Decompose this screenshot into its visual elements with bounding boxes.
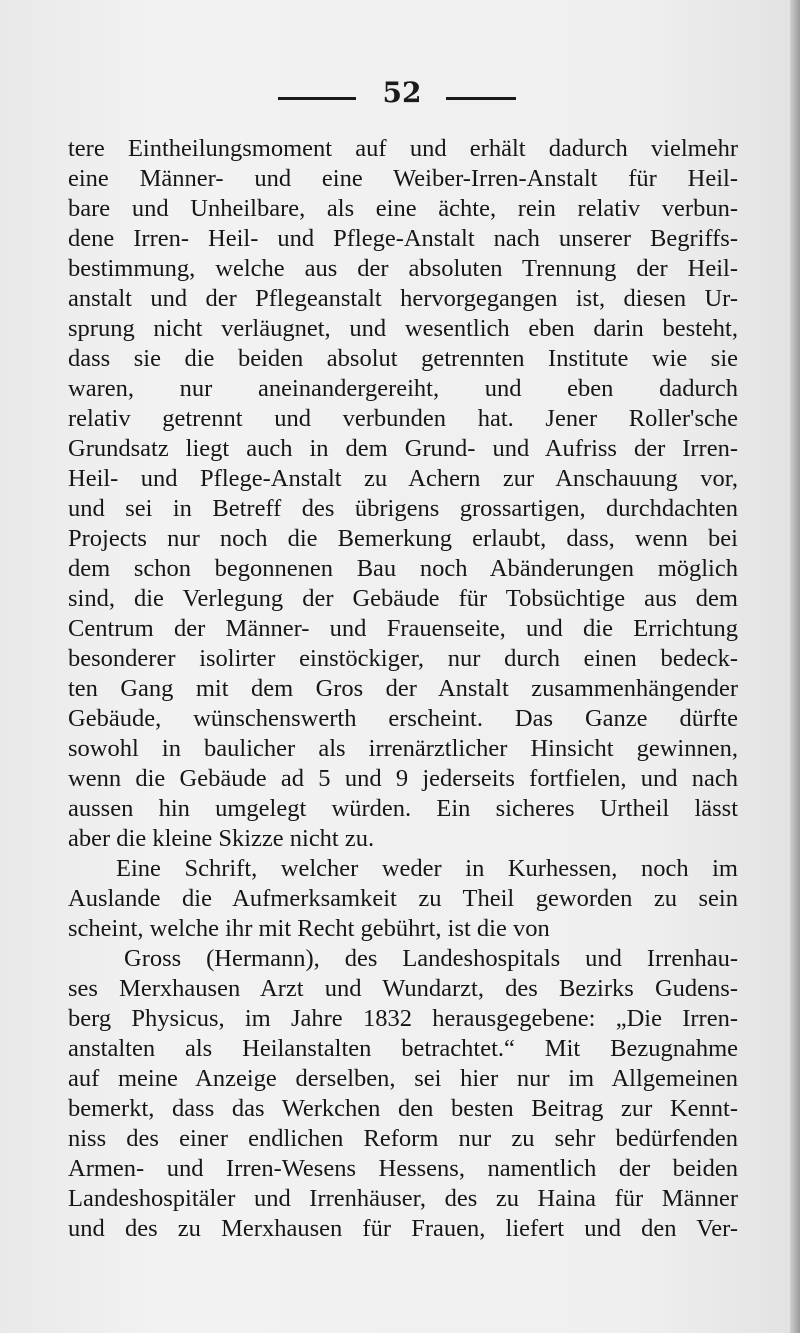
text-line: Grundsatz liegt auch in dem Grund- und Aufriss der Irren- [68, 435, 738, 462]
text-line: relativ getrennt und verbunden hat. Jener Roller'sche [68, 405, 738, 432]
text-line: berg Physicus, im Jahre 1832 herausgegebene: „Die Irren- [68, 1005, 738, 1032]
text-line: bestimmung, welche aus der absoluten Trennung der Heil- [68, 255, 738, 282]
text-line: bare und Unheilbare, als eine ächte, rein relativ verbun- [68, 195, 738, 222]
text-line: und sei in Betreff des übrigens grossartigen, durchdachten [68, 495, 738, 522]
text-line: auf meine Anzeige derselben, sei hier nur im Allgemeinen [68, 1065, 738, 1092]
text-line: bemerkt, dass das Werkchen den besten Beitrag zur Kennt- [68, 1095, 738, 1122]
text-line: sind, die Verlegung der Gebäude für Tobsüchtige aus dem [68, 585, 738, 612]
header-rule-left [278, 97, 356, 100]
text-line: dene Irren- Heil- und Pflege-Anstalt nach unserer Begriffs- [68, 225, 738, 252]
text-line: dem schon begonnenen Bau noch Abänderungen möglich [68, 555, 738, 582]
text-line: Auslande die Aufmerksamkeit zu Theil geworden zu sein [68, 885, 738, 912]
text-line: wenn die Gebäude ad 5 und 9 jederseits fortfielen, und nach [68, 765, 738, 792]
text-line: ses Merxhausen Arzt und Wundarzt, des Bezirks Gudens- [68, 975, 738, 1002]
text-line: sowohl in baulicher als irrenärztlicher Hinsicht gewinnen, [68, 735, 738, 762]
header-rule-right [446, 97, 516, 100]
page-header [0, 76, 800, 116]
text-line: sprung nicht verläugnet, und wesentlich eben darin besteht, [68, 315, 738, 342]
page-number: 52 [382, 76, 422, 109]
text-line: anstalten als Heilanstalten betrachtet.“ Mit Bezugnahme [68, 1035, 738, 1062]
text-line: Heil- und Pflege-Anstalt zu Achern zur Anschauung vor, [68, 465, 738, 492]
text-line: besonderer isolirter einstöckiger, nur durch einen bedeck- [68, 645, 738, 672]
text-line: niss des einer endlichen Reform nur zu sehr bedürfenden [68, 1125, 738, 1152]
text-line: Landeshospitäler und Irrenhäuser, des zu Haina für Männer [68, 1185, 738, 1212]
text-line: waren, nur aneinandergereiht, und eben dadurch [68, 375, 738, 402]
text-line: Gebäude, wünschenswerth erscheint. Das Ganze dürfte [68, 705, 738, 732]
text-line: Eine Schrift, welcher weder in Kurhessen, noch im [116, 855, 738, 882]
text-line: Armen- und Irren-Wesens Hessens, namentlich der beiden [68, 1155, 738, 1182]
body-text [68, 134, 738, 1244]
text-line: aber die kleine Skizze nicht zu. [68, 825, 375, 852]
text-line: Gross (Hermann), des Landeshospitals und Irrenhau- [124, 945, 738, 972]
text-line: anstalt und der Pflegeanstalt hervorgegangen ist, diesen Ur- [68, 285, 738, 312]
text-line: Centrum der Männer- und Frauenseite, und die Errichtung [68, 615, 738, 642]
text-line: dass sie die beiden absolut getrennten Institute wie sie [68, 345, 738, 372]
text-line: eine Männer- und eine Weiber-Irren-Anstalt für Heil- [68, 165, 738, 192]
page-edge-shadow [790, 0, 800, 1333]
text-line: aussen hin umgelegt würden. Ein sicheres Urtheil lässt [68, 795, 738, 822]
text-line: tere Eintheilungsmoment auf und erhält dadurch vielmehr [68, 135, 738, 162]
text-line: ten Gang mit dem Gros der Anstalt zusammenhängender [68, 675, 738, 702]
text-line: und des zu Merxhausen für Frauen, liefert und den Ver- [68, 1215, 738, 1242]
text-line: Projects nur noch die Bemerkung erlaubt, dass, wenn bei [68, 525, 738, 552]
text-line: scheint, welche ihr mit Recht gebührt, ist die von [68, 915, 550, 942]
